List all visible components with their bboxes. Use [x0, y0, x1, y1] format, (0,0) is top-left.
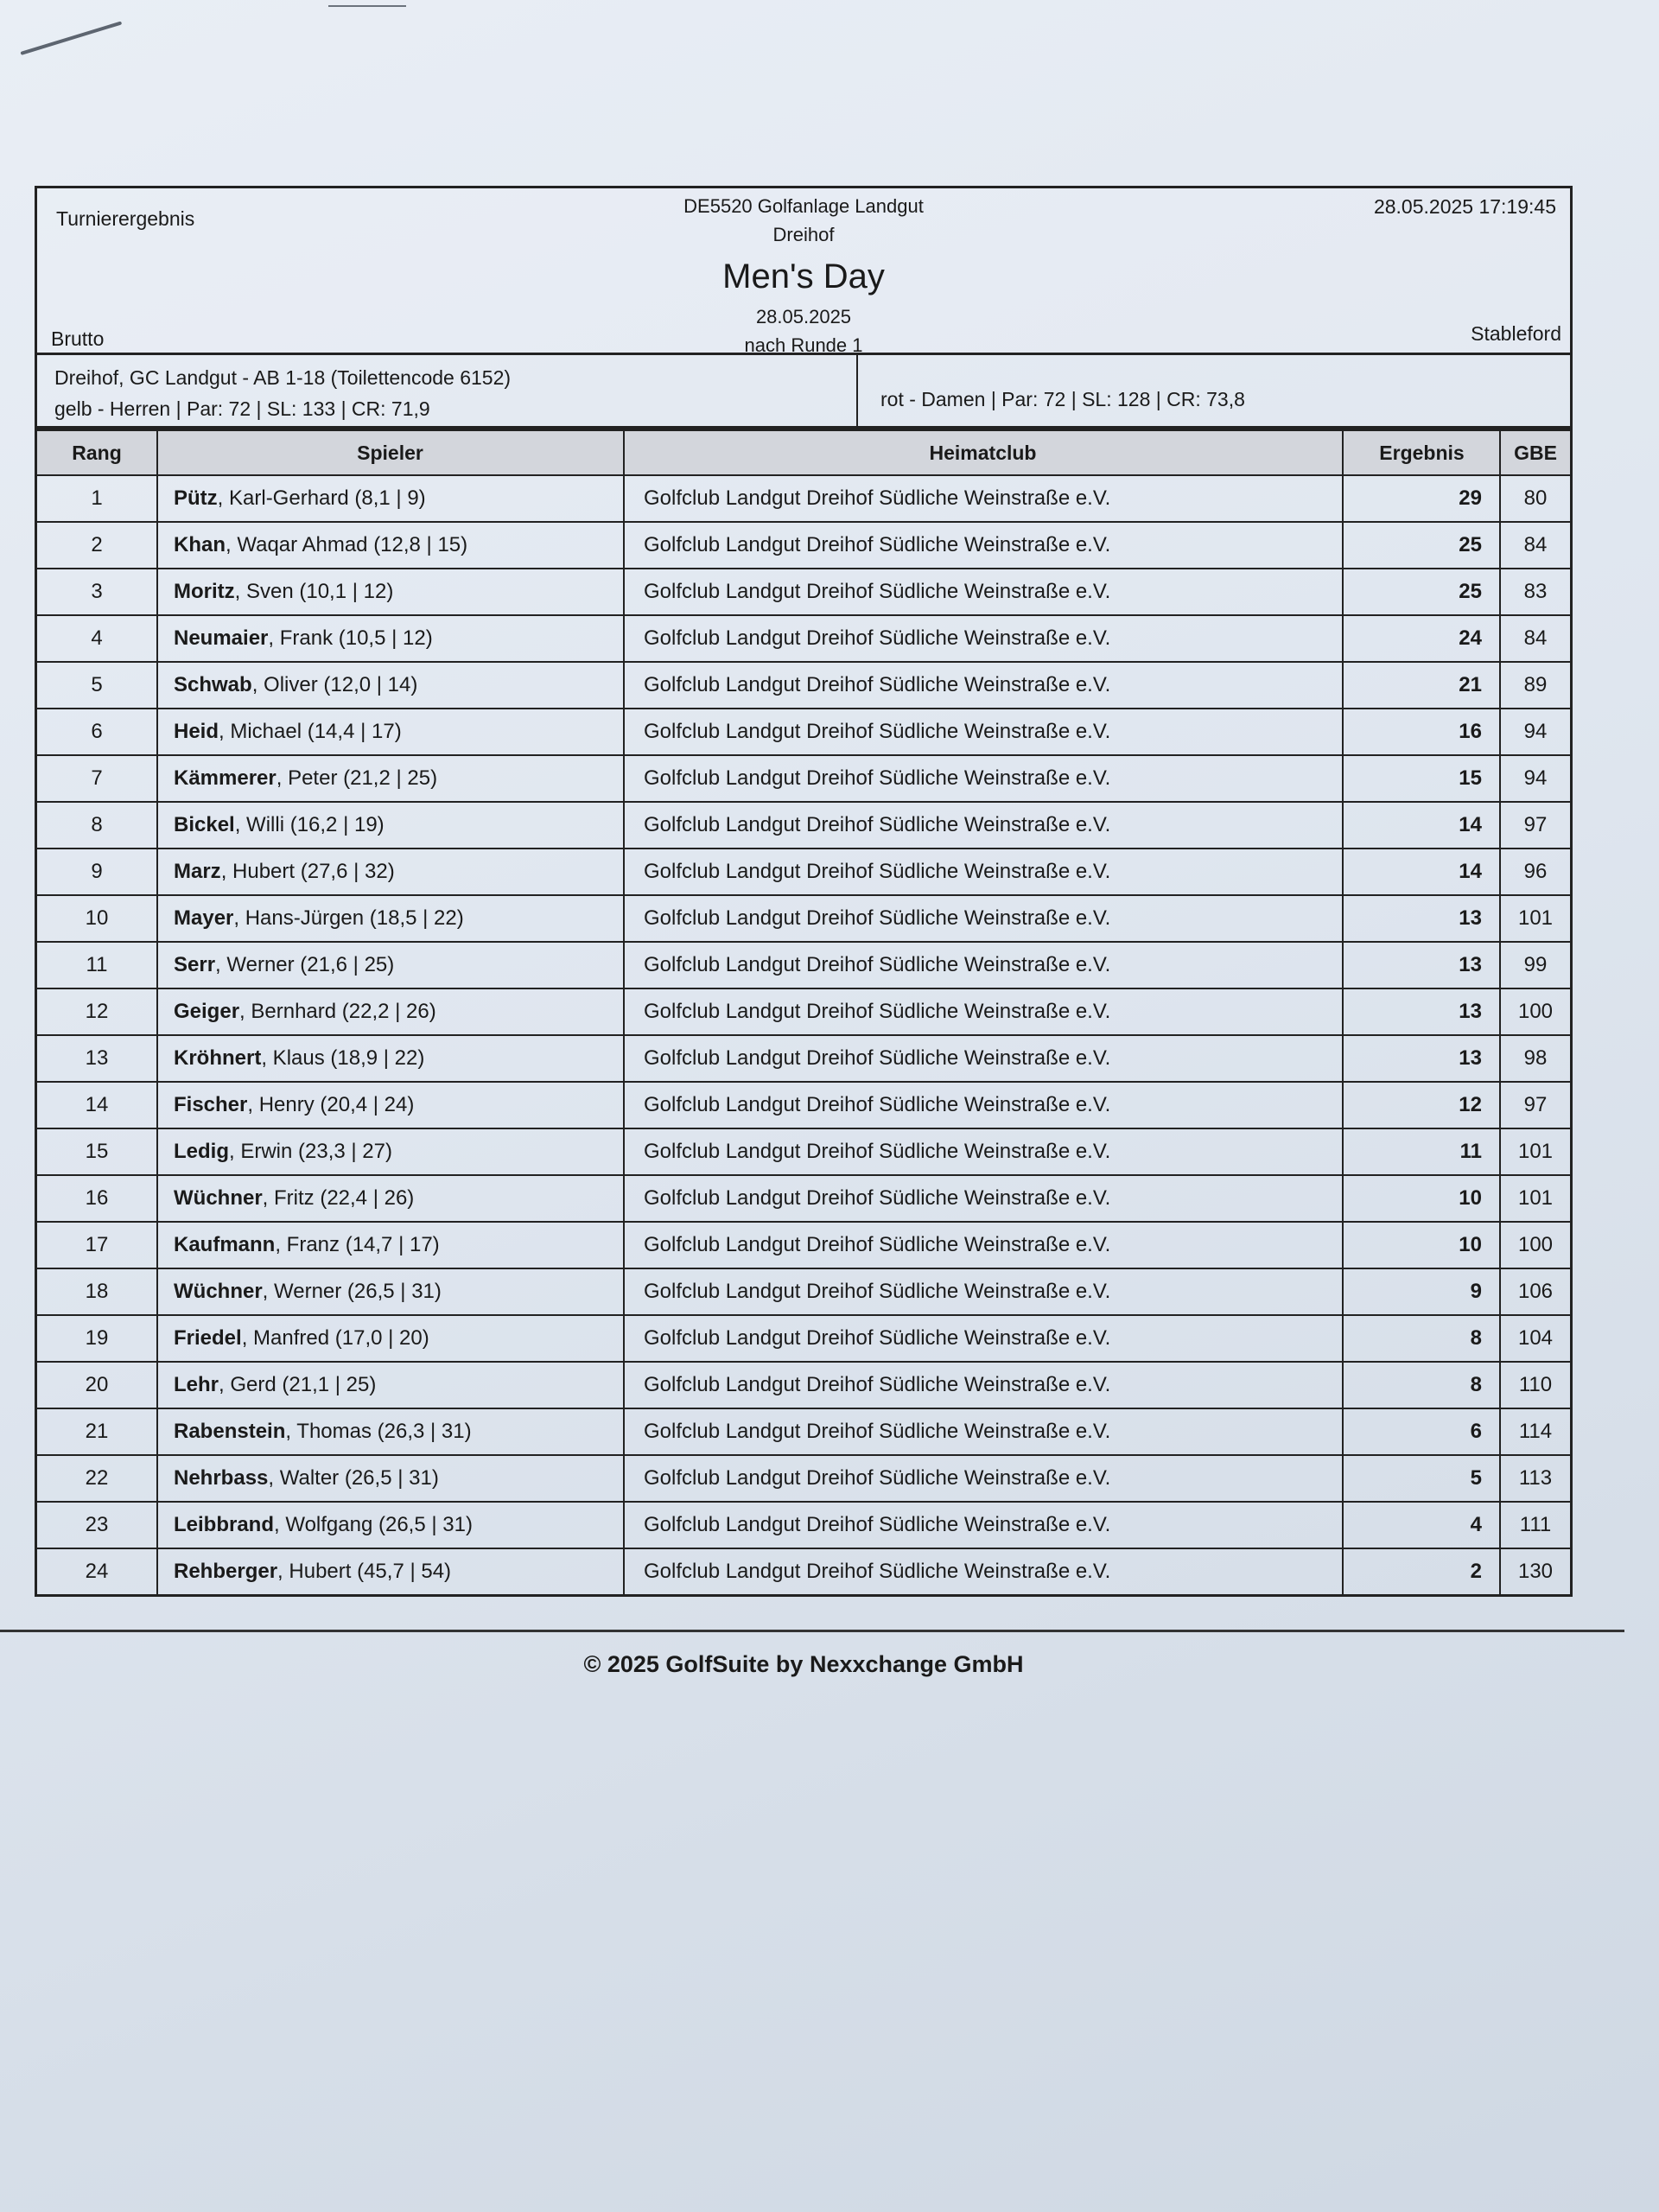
rank-cell: 8	[36, 802, 158, 849]
home-club-cell: Golfclub Landgut Dreihof Südliche Weinstraße e.V.	[624, 1222, 1343, 1268]
player-surname: Rehberger	[174, 1560, 278, 1583]
home-club-cell: Golfclub Landgut Dreihof Südliche Weinstraße e.V.	[624, 1128, 1343, 1175]
player-cell	[157, 895, 624, 942]
score-cell: 21	[1343, 662, 1500, 709]
home-club-cell: Golfclub Landgut Dreihof Südliche Weinstraße e.V.	[624, 1502, 1343, 1548]
table-row	[36, 942, 1572, 988]
player-surname: Heid	[174, 720, 219, 743]
player-cell	[157, 755, 624, 802]
table-row	[36, 802, 1572, 849]
player-details: , Wolfgang (26,5 | 31)	[274, 1513, 473, 1536]
home-club-cell: Golfclub Landgut Dreihof Südliche Weinstraße e.V.	[624, 1408, 1343, 1455]
rank-cell: 22	[36, 1455, 158, 1502]
score-cell: 6	[1343, 1408, 1500, 1455]
rank-cell: 18	[36, 1268, 158, 1315]
home-club-cell: Golfclub Landgut Dreihof Südliche Weinstraße e.V.	[624, 942, 1343, 988]
home-club-cell: Golfclub Landgut Dreihof Südliche Weinstraße e.V.	[624, 1268, 1343, 1315]
gbe-cell: 111	[1500, 1502, 1572, 1548]
player-cell	[157, 802, 624, 849]
home-club-cell: Golfclub Landgut Dreihof Südliche Weinstraße e.V.	[624, 1315, 1343, 1362]
home-club-cell: Golfclub Landgut Dreihof Südliche Weinstraße e.V.	[624, 615, 1343, 662]
player-cell	[157, 1128, 624, 1175]
home-club-cell: Golfclub Landgut Dreihof Südliche Weinstraße e.V.	[624, 1548, 1343, 1596]
tee-women: rot - Damen | Par: 72 | SL: 128 | CR: 73,8	[880, 388, 1245, 410]
rank-cell: 15	[36, 1128, 158, 1175]
player-details: , Sven (10,1 | 12)	[234, 580, 394, 603]
score-cell: 2	[1343, 1548, 1500, 1596]
rank-cell: 3	[36, 569, 158, 615]
player-details: , Willi (16,2 | 19)	[234, 813, 385, 836]
tee-men: gelb - Herren | Par: 72 | SL: 133 | CR: 71,9	[54, 397, 430, 420]
gbe-cell: 98	[1500, 1035, 1572, 1082]
player-cell	[157, 942, 624, 988]
table-row	[36, 1082, 1572, 1128]
table-row	[36, 755, 1572, 802]
rank-cell: 12	[36, 988, 158, 1035]
player-surname: Wüchner	[174, 1280, 263, 1303]
table-row	[36, 1315, 1572, 1362]
score-cell: 10	[1343, 1222, 1500, 1268]
table-row	[36, 709, 1572, 755]
score-cell: 15	[1343, 755, 1500, 802]
rank-cell: 19	[36, 1315, 158, 1362]
table-row	[36, 569, 1572, 615]
player-details: , Thomas (26,3 | 31)	[285, 1420, 472, 1443]
report-header	[35, 186, 1573, 355]
rank-cell: 20	[36, 1362, 158, 1408]
home-club-cell: Golfclub Landgut Dreihof Südliche Weinstraße e.V.	[624, 1455, 1343, 1502]
table-row	[36, 1128, 1572, 1175]
home-club-cell: Golfclub Landgut Dreihof Südliche Weinstraße e.V.	[624, 1362, 1343, 1408]
club-name-line2: Dreihof	[772, 224, 835, 245]
player-cell	[157, 1502, 624, 1548]
score-cell: 13	[1343, 1035, 1500, 1082]
gbe-cell: 101	[1500, 1175, 1572, 1222]
table-row	[36, 1502, 1572, 1548]
player-cell	[157, 1035, 624, 1082]
column-header-rank: Rang	[36, 430, 158, 476]
home-club-cell: Golfclub Landgut Dreihof Südliche Weinstraße e.V.	[624, 569, 1343, 615]
results-body	[36, 475, 1572, 1596]
player-cell	[157, 1455, 624, 1502]
rank-cell: 13	[36, 1035, 158, 1082]
gbe-cell: 89	[1500, 662, 1572, 709]
player-cell	[157, 522, 624, 569]
home-club-cell: Golfclub Landgut Dreihof Südliche Weinstraße e.V.	[624, 1082, 1343, 1128]
staple	[20, 21, 122, 54]
table-row	[36, 475, 1572, 522]
results-sheet	[35, 186, 1573, 1678]
footer-copyright: © 2025 GolfSuite by Nexxchange GmbH	[583, 1651, 1024, 1677]
rank-cell: 21	[36, 1408, 158, 1455]
player-details: , Karl-Gerhard (8,1 | 9)	[217, 486, 426, 510]
player-surname: Kaufmann	[174, 1233, 276, 1256]
player-surname: Kämmerer	[174, 766, 276, 790]
player-details: , Oliver (12,0 | 14)	[251, 673, 418, 696]
rank-cell: 2	[36, 522, 158, 569]
player-details: , Frank (10,5 | 12)	[268, 626, 433, 650]
player-details: , Werner (21,6 | 25)	[215, 953, 395, 976]
player-surname: Kröhnert	[174, 1046, 262, 1070]
print-timestamp: 28.05.2025 17:19:45	[1373, 195, 1556, 218]
score-cell: 12	[1343, 1082, 1500, 1128]
player-details: , Michael (14,4 | 17)	[219, 720, 402, 743]
player-cell	[157, 988, 624, 1035]
table-row	[36, 1222, 1572, 1268]
player-surname: Rabenstein	[174, 1420, 286, 1443]
gbe-cell: 110	[1500, 1362, 1572, 1408]
player-details: , Henry (20,4 | 24)	[247, 1093, 415, 1116]
player-surname: Neumaier	[174, 626, 269, 650]
player-cell	[157, 1362, 624, 1408]
home-club-cell: Golfclub Landgut Dreihof Südliche Weinstraße e.V.	[624, 1035, 1343, 1082]
course-info	[35, 355, 1573, 429]
rank-cell: 10	[36, 895, 158, 942]
tournament-date: 28.05.2025	[755, 306, 852, 327]
gbe-cell: 94	[1500, 709, 1572, 755]
score-cell: 10	[1343, 1175, 1500, 1222]
player-surname: Marz	[174, 860, 221, 883]
player-surname: Schwab	[174, 673, 252, 696]
rank-cell: 1	[36, 475, 158, 522]
player-cell	[157, 1548, 624, 1596]
home-club-cell: Golfclub Landgut Dreihof Südliche Weinstraße e.V.	[624, 1175, 1343, 1222]
score-cell: 13	[1343, 942, 1500, 988]
gbe-cell: 106	[1500, 1268, 1572, 1315]
table-row	[36, 1548, 1572, 1596]
gbe-cell: 97	[1500, 1082, 1572, 1128]
table-row	[36, 662, 1572, 709]
player-surname: Fischer	[174, 1093, 248, 1116]
report-type-label: Turnierergebnis	[56, 207, 195, 230]
player-details: , Manfred (17,0 | 20)	[241, 1326, 429, 1350]
rank-cell: 4	[36, 615, 158, 662]
rank-cell: 16	[36, 1175, 158, 1222]
gbe-cell: 94	[1500, 755, 1572, 802]
round-info: nach Runde 1	[744, 334, 863, 356]
gbe-cell: 96	[1500, 849, 1572, 895]
player-cell	[157, 1175, 624, 1222]
player-cell	[157, 615, 624, 662]
gbe-cell: 100	[1500, 1222, 1572, 1268]
player-surname: Khan	[174, 533, 226, 556]
player-details: , Werner (26,5 | 31)	[262, 1280, 442, 1303]
score-cell: 29	[1343, 475, 1500, 522]
player-cell	[157, 569, 624, 615]
scoring-mode-stableford: Stableford	[1471, 322, 1561, 345]
player-cell	[157, 1082, 624, 1128]
header-center	[37, 192, 1570, 359]
player-cell	[157, 1268, 624, 1315]
rank-cell: 23	[36, 1502, 158, 1548]
gbe-cell: 113	[1500, 1455, 1572, 1502]
rank-cell: 24	[36, 1548, 158, 1596]
rank-cell: 6	[36, 709, 158, 755]
table-row	[36, 988, 1572, 1035]
home-club-cell: Golfclub Landgut Dreihof Südliche Weinstraße e.V.	[624, 988, 1343, 1035]
player-surname: Pütz	[174, 486, 218, 510]
player-details: , Hans-Jürgen (18,5 | 22)	[233, 906, 464, 930]
player-details: , Bernhard (22,2 | 26)	[239, 1000, 436, 1023]
gbe-cell: 99	[1500, 942, 1572, 988]
score-cell: 9	[1343, 1268, 1500, 1315]
player-cell	[157, 849, 624, 895]
player-cell	[157, 709, 624, 755]
course-info-left	[37, 355, 858, 426]
column-header-player: Spieler	[157, 430, 624, 476]
player-details: , Waqar Ahmad (12,8 | 15)	[226, 533, 468, 556]
player-surname: Friedel	[174, 1326, 242, 1350]
player-surname: Ledig	[174, 1140, 229, 1163]
rank-cell: 11	[36, 942, 158, 988]
player-cell	[157, 662, 624, 709]
home-club-cell: Golfclub Landgut Dreihof Südliche Weinstraße e.V.	[624, 849, 1343, 895]
column-header-gbe: GBE	[1500, 430, 1572, 476]
gbe-cell: 83	[1500, 569, 1572, 615]
home-club-cell: Golfclub Landgut Dreihof Südliche Weinstraße e.V.	[624, 522, 1343, 569]
table-row	[36, 895, 1572, 942]
gbe-cell: 97	[1500, 802, 1572, 849]
rank-cell: 14	[36, 1082, 158, 1128]
table-row	[36, 1362, 1572, 1408]
table-header-row	[36, 430, 1572, 476]
tournament-title: Men's Day	[722, 257, 885, 296]
table-row	[36, 1175, 1572, 1222]
home-club-cell: Golfclub Landgut Dreihof Südliche Weinstraße e.V.	[624, 895, 1343, 942]
results-table	[35, 429, 1573, 1597]
player-cell	[157, 1222, 624, 1268]
score-cell: 25	[1343, 522, 1500, 569]
home-club-cell: Golfclub Landgut Dreihof Südliche Weinstraße e.V.	[624, 755, 1343, 802]
column-header-club: Heimatclub	[624, 430, 1343, 476]
score-cell: 13	[1343, 988, 1500, 1035]
footer-divider	[0, 1630, 1624, 1632]
gbe-cell: 101	[1500, 1128, 1572, 1175]
home-club-cell: Golfclub Landgut Dreihof Südliche Weinstraße e.V.	[624, 662, 1343, 709]
home-club-cell: Golfclub Landgut Dreihof Südliche Weinstraße e.V.	[624, 802, 1343, 849]
club-name-line1: DE5520 Golfanlage Landgut	[683, 195, 924, 217]
player-surname: Mayer	[174, 906, 234, 930]
gbe-cell: 84	[1500, 615, 1572, 662]
score-cell: 8	[1343, 1362, 1500, 1408]
table-row	[36, 522, 1572, 569]
score-cell: 14	[1343, 802, 1500, 849]
gbe-cell: 104	[1500, 1315, 1572, 1362]
player-surname: Wüchner	[174, 1186, 263, 1210]
table-row	[36, 1408, 1572, 1455]
score-cell: 14	[1343, 849, 1500, 895]
player-details: , Franz (14,7 | 17)	[275, 1233, 440, 1256]
player-surname: Bickel	[174, 813, 235, 836]
score-cell: 25	[1343, 569, 1500, 615]
score-cell: 5	[1343, 1455, 1500, 1502]
gbe-cell: 130	[1500, 1548, 1572, 1596]
score-cell: 4	[1343, 1502, 1500, 1548]
gbe-cell: 100	[1500, 988, 1572, 1035]
score-cell: 8	[1343, 1315, 1500, 1362]
table-row	[36, 1268, 1572, 1315]
player-surname: Nehrbass	[174, 1466, 269, 1490]
player-surname: Leibbrand	[174, 1513, 275, 1536]
table-row	[36, 615, 1572, 662]
player-details: , Walter (26,5 | 31)	[268, 1466, 439, 1490]
gbe-cell: 101	[1500, 895, 1572, 942]
table-row	[36, 849, 1572, 895]
player-cell	[157, 1315, 624, 1362]
column-header-score: Ergebnis	[1343, 430, 1500, 476]
rank-cell: 7	[36, 755, 158, 802]
player-details: , Klaus (18,9 | 22)	[261, 1046, 425, 1070]
score-cell: 11	[1343, 1128, 1500, 1175]
rank-cell: 5	[36, 662, 158, 709]
rank-cell: 17	[36, 1222, 158, 1268]
player-details: , Erwin (23,3 | 27)	[229, 1140, 392, 1163]
table-row	[36, 1035, 1572, 1082]
player-details: , Peter (21,2 | 25)	[276, 766, 438, 790]
score-cell: 16	[1343, 709, 1500, 755]
score-cell: 13	[1343, 895, 1500, 942]
player-details: , Fritz (22,4 | 26)	[262, 1186, 415, 1210]
home-club-cell: Golfclub Landgut Dreihof Südliche Weinstraße e.V.	[624, 709, 1343, 755]
table-row	[36, 1455, 1572, 1502]
score-cell: 24	[1343, 615, 1500, 662]
player-details: , Gerd (21,1 | 25)	[219, 1373, 377, 1396]
player-cell	[157, 1408, 624, 1455]
player-details: , Hubert (27,6 | 32)	[220, 860, 395, 883]
player-surname: Lehr	[174, 1373, 219, 1396]
player-surname: Geiger	[174, 1000, 240, 1023]
course-info-right	[858, 355, 1570, 426]
player-surname: Serr	[174, 953, 216, 976]
gbe-cell: 80	[1500, 475, 1572, 522]
scoring-mode-brutto: Brutto	[51, 327, 105, 350]
player-cell	[157, 475, 624, 522]
player-surname: Moritz	[174, 580, 235, 603]
paper-edge	[328, 5, 406, 7]
rank-cell: 9	[36, 849, 158, 895]
player-details: , Hubert (45,7 | 54)	[277, 1560, 452, 1583]
gbe-cell: 114	[1500, 1408, 1572, 1455]
course-name: Dreihof, GC Landgut - AB 1-18 (Toilettencode 6152)	[54, 366, 512, 389]
gbe-cell: 84	[1500, 522, 1572, 569]
home-club-cell: Golfclub Landgut Dreihof Südliche Weinstraße e.V.	[624, 475, 1343, 522]
